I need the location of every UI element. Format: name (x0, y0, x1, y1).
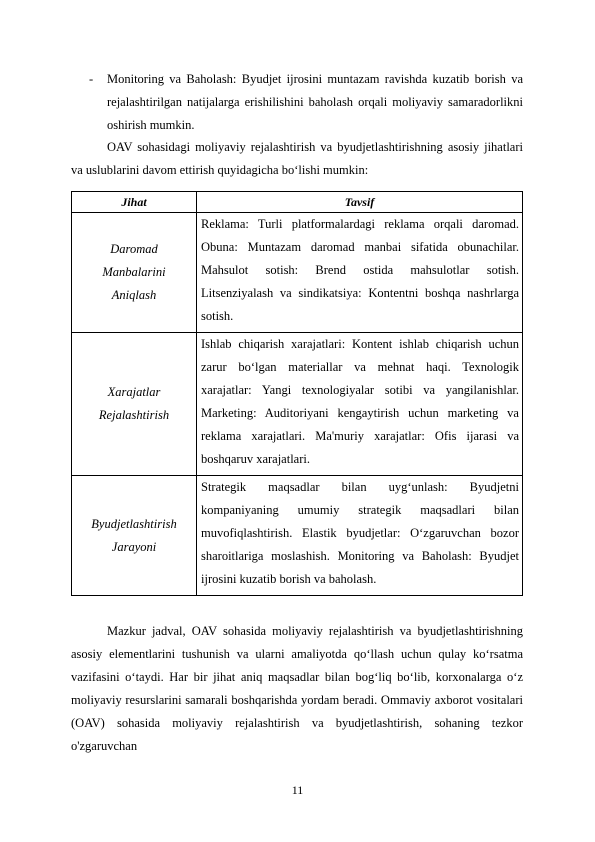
aspect-line: Byudjetlashtirish (91, 516, 177, 531)
aspect-line: Aniqlash (111, 288, 157, 302)
aspect-line: Rejalashtirish (98, 408, 170, 422)
page-number: 11 (291, 783, 304, 797)
table-row (72, 476, 523, 596)
table-row (72, 333, 523, 476)
intro-paragraph: OAV sohasidagi moliyaviy rejalashtirish va byudjetlashtirishning asosiy jihatlari va uslublarini davom ettirish quyidagicha bo‘lishi mumkin: (71, 140, 523, 177)
description-cell: Ishlab chiqarish xarajatlari: Kontent ishlab chiqarish uchun zarur bo‘lgan materiallar va mehnat haqi. Texnologik xarajatlar: Yangi texnologiyalar sotibi va yangilanishlar. Marketing: Auditoriyani kengaytirish uchun marketing va reklama xarajatlari. Ma'muriy xarajatlar: Ofis ijarasi va boshqaruv xarajatlari. (197, 333, 523, 476)
aspect-line: Daromad (110, 242, 158, 256)
table-row (72, 213, 523, 333)
aspect-cell (72, 213, 197, 333)
description-cell: Strategik maqsadlar bilan uyg‘unlash: Byudjetni kompaniyaning umumiy strategik maqsadlari bilan muvofiqlashtirish. Elastik byudjetlar: O‘zgaruvchan bozor sharoitlariga moslashish. Monitoring va Baholash: Byudjet ijrosini kuzatib borish va baholash. (197, 476, 523, 596)
aspect-cell (72, 476, 197, 596)
aspects-table (71, 191, 523, 596)
table-header-row (72, 192, 523, 213)
header-description: Tavsif (197, 192, 523, 213)
header-aspect: Jihat (72, 192, 197, 213)
aspect-line: Xarajatlar (107, 385, 161, 399)
bullet-marker: - (89, 72, 94, 86)
aspect-cell (72, 333, 197, 476)
bullet-text: Monitoring va Baholash: Byudjet ijrosini muntazam ravishda kuzatib borish va rejalashtirilgan natijalarga erishilishini baholash orqali moliyaviy samaradorlikni oshirish mumkin. (107, 72, 523, 132)
conclusion-paragraph: Mazkur jadval, OAV sohasida moliyaviy rejalashtirish va byudjetlashtirishning asosiy elementlarini tushunish va ularni amaliyotda qo‘llash uchun qulay ko‘rsatma vazifasini o‘taydi. Har bir jihat aniq maqsadlar bilan bog‘liq bo‘lib, korxonalarga o‘z moliyaviy resurslarini samarali boshqarishda yordam beradi. Ommaviy axborot vositalari (OAV) sohasida moliyaviy rejalashtirish va byudjetlashtirish, sohaning tezkor o'zgaruvchan (71, 624, 523, 753)
aspect-line: Jarayoni (111, 539, 157, 554)
description-cell: Reklama: Turli platformalardagi reklama orqali daromad. Obuna: Muntazam daromad manbai sifatida obunachilar. Mahsulot sotish: Brend ostida mahsulotlar sotish. Litsenziyalash va sindikatsiya: Kontentni boshqa nashrlarga sotish. (197, 213, 523, 333)
aspect-line: Manbalarini (102, 265, 166, 279)
